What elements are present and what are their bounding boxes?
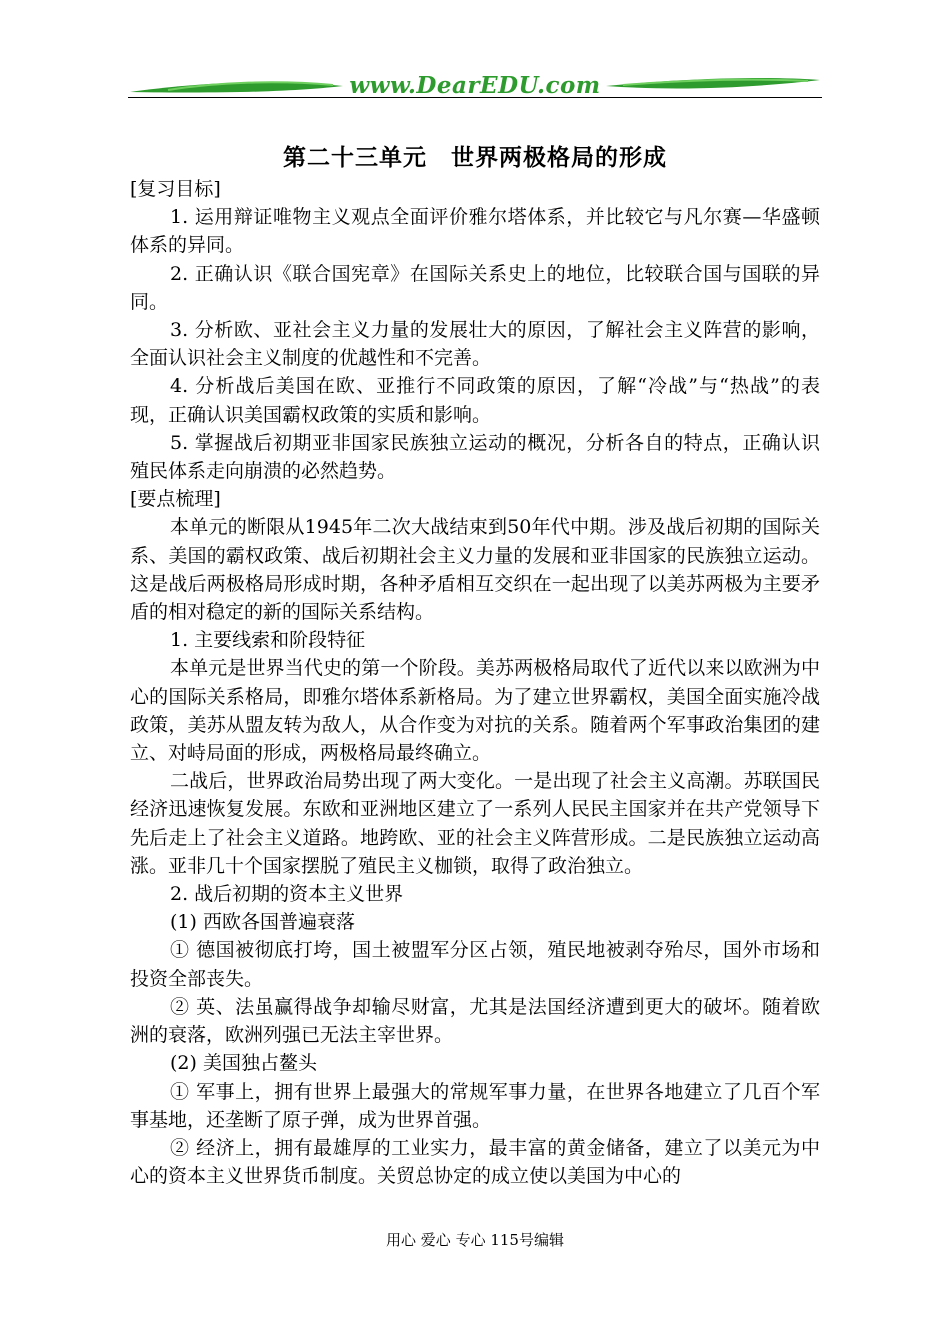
page-footer: 用心 爱心 专心 115号编辑 xyxy=(386,1231,564,1249)
paragraph: 1. 运用辩证唯物主义观点全面评价雅尔塔体系，并比较它与凡尔赛—华盛顿体系的异同。 xyxy=(130,206,820,257)
paragraph: 2. 正确认识《联合国宪章》在国际关系史上的地位，比较联合国与国联的异同。 xyxy=(130,262,820,313)
paragraph: ① 德国被彻底打垮，国土被盟军分区占领，殖民地被剥夺殆尽，国外市场和投资全部丧失。 xyxy=(130,939,820,990)
paragraph: (2) 美国独占鳌头 xyxy=(170,1052,317,1075)
paragraph: 本单元是世界当代史的第一个阶段。美苏两极格局取代了近代以来以欧洲为中心的国际关系格局，即雅尔塔体系新格局。为了建立世界霸权，美国全面实施冷战政策，美苏从盟友转为敌人，从合作变为对抗的关系。随着两个军事政治集团的建立、对峙局面的形成，两极格局最终确立。 xyxy=(130,657,820,765)
header-rule xyxy=(128,97,822,98)
paragraph: ① 军事上，拥有世界上最强大的常规军事力量，在世界各地建立了几百个军事基地，还垄断了原子弹，成为世界首强。 xyxy=(130,1080,820,1131)
paragraph: (1) 西欧各国普遍衰落 xyxy=(170,911,355,934)
paragraph: 2. 战后初期的资本主义世界 xyxy=(170,883,404,906)
paragraph: 4. 分析战后美国在欧、亚推行不同政策的原因，了解“冷战”与“热战”的表现，正确认识美国霸权政策的实质和影响。 xyxy=(130,375,820,426)
section-heading: [复习目标] xyxy=(130,178,221,200)
section-heading: [要点梳理] xyxy=(130,488,221,511)
paragraph: 1. 主要线索和阶段特征 xyxy=(170,629,366,652)
paragraph: 本单元的断限从1945年二次大战结束到50年代中期。涉及战后初期的国际关系、美国的霸权政策、战后初期社会主义力量的发展和亚非国家的民族独立运动。这是战后两极格局形成时期，各种矛盾相互交织在一起出现了以美苏两极为主要矛盾的相对稳定的新的国际关系结构。 xyxy=(130,516,820,624)
paragraph: 二战后，世界政治局势出现了两大变化。一是出现了社会主义高潮。苏联国民经济迅速恢复发展。东欧和亚洲地区建立了一系列人民民主国家并在共产党领导下先后走上了社会主义道路。地跨欧、亚的社会主义阵营形成。二是民族独立运动高涨。亚非几十个国家摆脱了殖民主义枷锁，取得了政治独立。 xyxy=(130,770,820,877)
paragraph: 3. 分析欧、亚社会主义力量的发展壮大的原因，了解社会主义阵营的影响，全面认识社会主义制度的优越性和不完善。 xyxy=(130,319,820,370)
paragraph: ② 英、法虽赢得战争却输尽财富，尤其是法国经济遭到更大的破坏。随着欧洲的衰落，欧洲列强已无法主宰世界。 xyxy=(130,995,820,1047)
site-header-banner xyxy=(128,70,822,106)
document-body xyxy=(130,175,820,1190)
paragraph: ② 经济上，拥有最雄厚的工业实力，最丰富的黄金储备，建立了以美元为中心的资本主义世界货币制度。关贸总协定的成立使以美国为中心的 xyxy=(130,1136,820,1188)
paragraph: 5. 掌握战后初期亚非国家民族独立运动的概况，分析各自的特点，正确认识殖民体系走向崩溃的必然趋势。 xyxy=(130,431,820,483)
site-url: www.DearEDU.com xyxy=(349,72,601,99)
page-title: 第二十三单元 世界两极格局的形成 xyxy=(283,144,667,171)
